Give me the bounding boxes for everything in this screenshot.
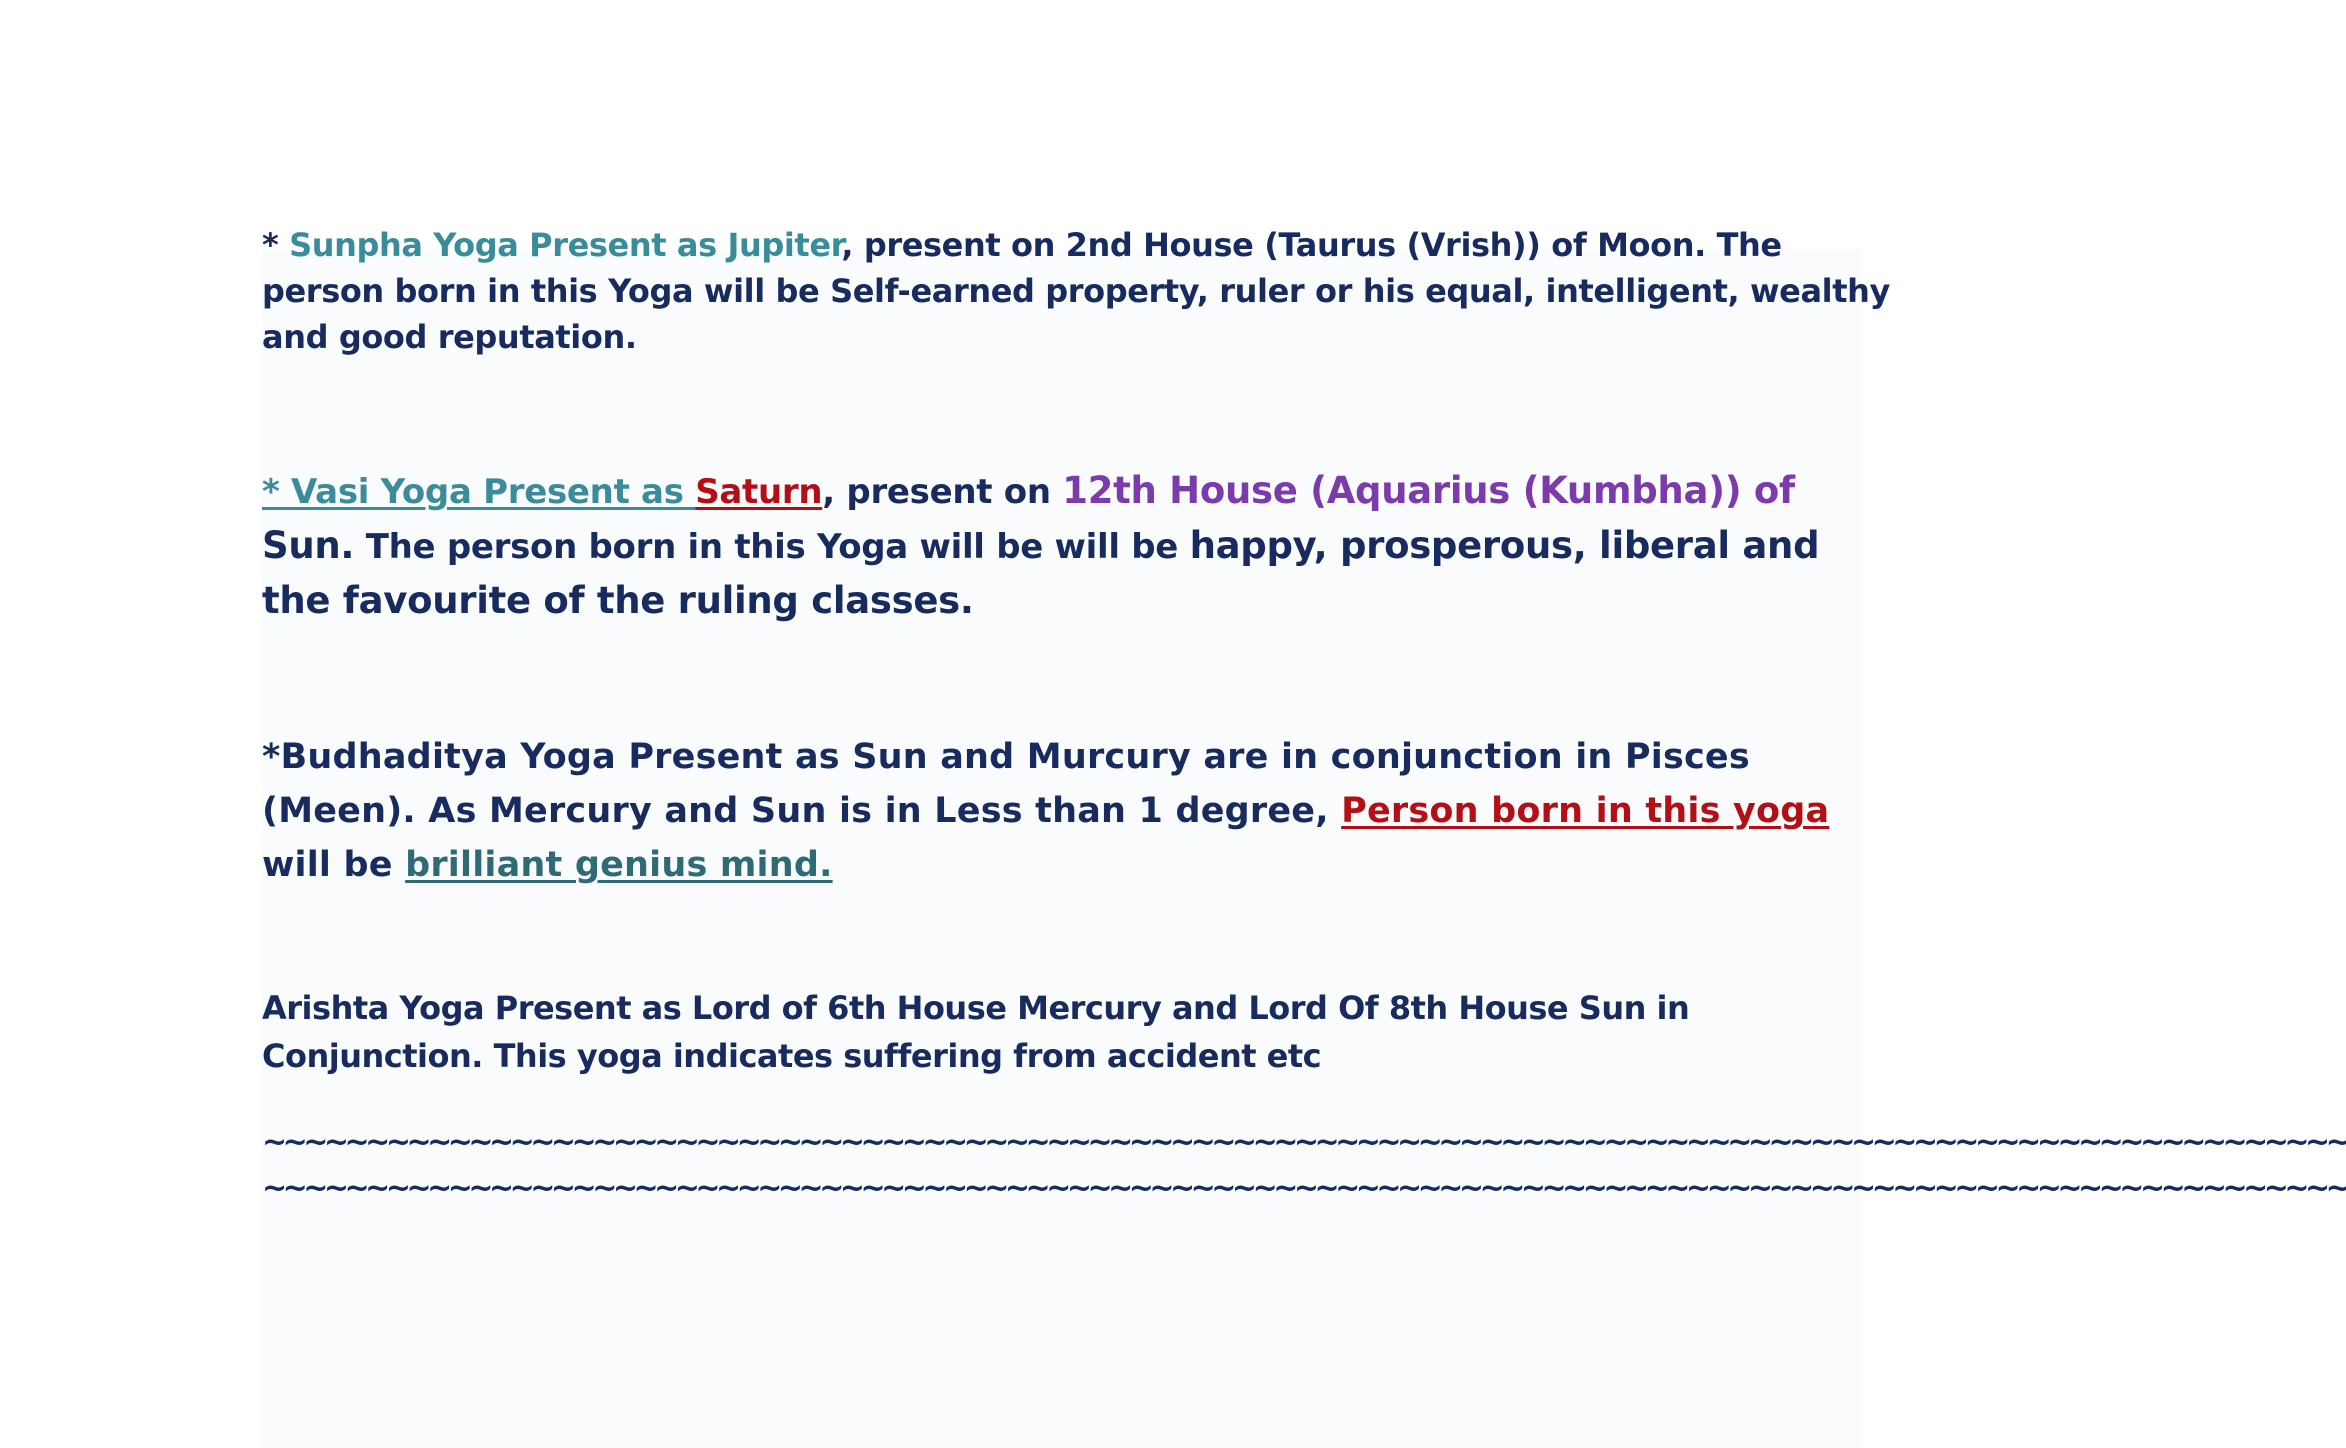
vasi-house: 12th House (Aquarius (Kumbha)) of — [1062, 469, 1795, 512]
arishta-text: Arishta Yoga Present as Lord of 6th House Mercury and Lord Of 8th House Sun in Conjunction. This yoga indicates suffering from accident etc — [262, 989, 1690, 1075]
vasi-yoga-title: * Vasi Yoga Present as — [262, 472, 696, 512]
vasi-yoga-body: The person born in this Yoga will be will be — [354, 527, 1190, 567]
arishta-yoga-paragraph — [262, 984, 1892, 1080]
sunpha-bullet: * — [262, 226, 290, 264]
vasi-qualities: happy, prosperous, liberal and the favourite of the ruling classes. — [262, 524, 1820, 622]
vasi-present-on: , present on — [822, 472, 1063, 512]
budhaditya-person-born: Person born in this yoga — [1341, 791, 1830, 831]
sunpha-yoga-title: Sunpha Yoga Present as Jupiter — [289, 226, 842, 264]
vasi-planet-saturn: Saturn — [695, 472, 823, 512]
budhaditya-will-be: will be — [262, 845, 406, 885]
tilde-divider-line-1: ~~~~~~~~~~~~~~~~~~~~~~~~~~~~~~~~~~~~~~~~~~~~~~~~~~~~~~~~~~~~~~~~~~~~~~~~~~~~~~~~~~~~~~~~~~~~~~~~~~~~~ — [262, 1125, 2346, 1160]
vasi-yoga-paragraph — [262, 464, 1892, 629]
tilde-divider-line-2: ~~~~~~~~~~~~~~~~~~~~~~~~~~~~~~~~~~~~~~~~~~~~~~~~~~~~~~~~~~~~~~~~~~~~~~~~~~~~~~~~~~~~~~~~~~~~~~~~~~~~~ — [262, 1171, 2346, 1206]
tilde-divider — [262, 1120, 2346, 1212]
sunpha-comma: , — [841, 226, 854, 264]
budhaditya-text: *Budhaditya Yoga Present as Sun and Murcury are in conjunction in Pisces (Meen). As Mercury and Sun is in Less than 1 degree, — [262, 737, 1750, 831]
budhaditya-result: brilliant genius mind. — [405, 845, 833, 885]
budhaditya-yoga-paragraph — [262, 730, 1892, 892]
sunpha-yoga-body: present on 2nd House (Taurus (Vrish)) of Moon. The person born in this Yoga will be Self-earned property, ruler or his equal, intelligent, wealthy and good reputation. — [262, 226, 1890, 356]
vasi-sun: Sun. — [262, 524, 355, 567]
sunpha-yoga-paragraph — [262, 222, 1892, 360]
